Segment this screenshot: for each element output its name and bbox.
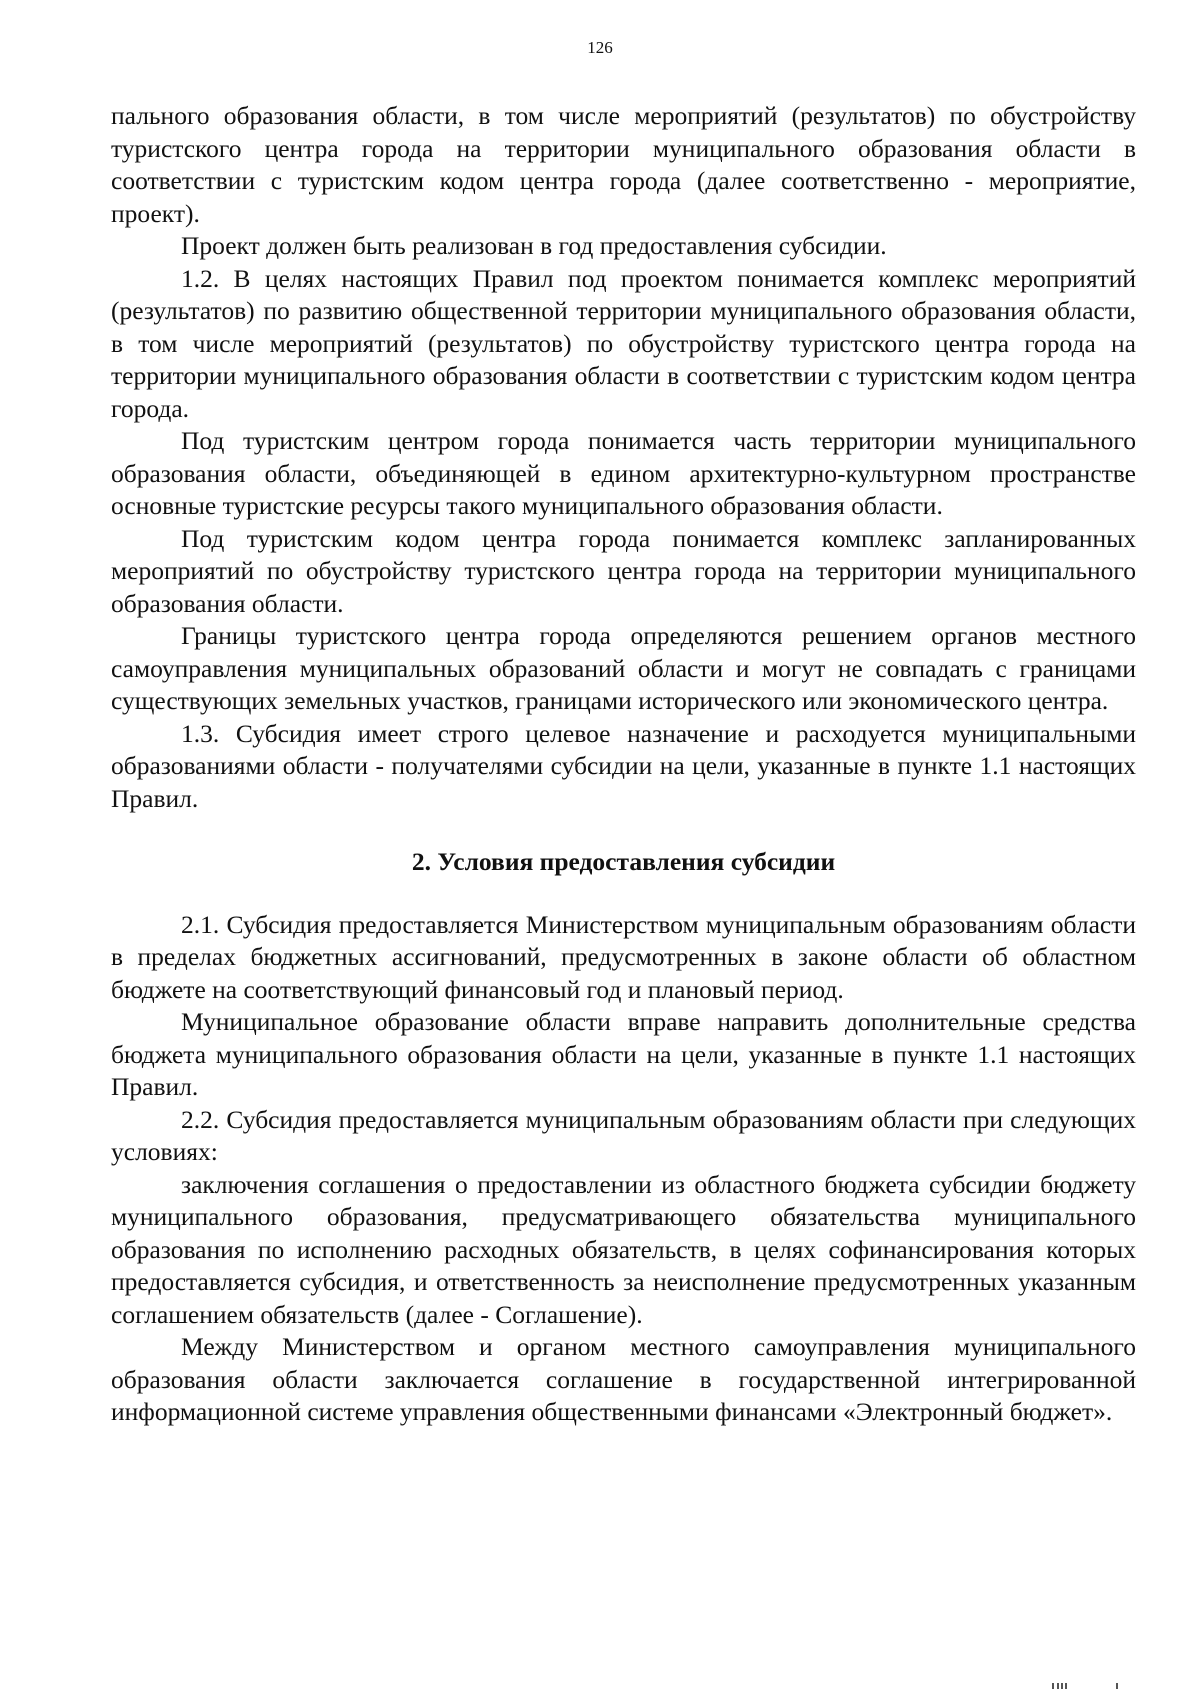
document-body <box>111 100 1136 1429</box>
paragraph: 2.2. Субсидия предоставляется муниципальным образованиям области при следующих условиях: <box>111 1104 1136 1166</box>
page-number: 126 <box>587 38 613 57</box>
paragraph: Муниципальное образование области вправе направить дополнительные средства бюджета муниципального образования области на цели, указанные в пункте 1.1 настоящих Правил. <box>111 1007 1136 1101</box>
scan-artifact <box>1052 1683 1122 1689</box>
paragraph: пального образования области, в том числе мероприятий (результатов) по обустройству туристского центра города на территории муниципального образования области в соответствии с туристским кодом центра города (далее соответственно - мероприятие, проект). <box>111 101 1136 228</box>
paragraph: заключения соглашения о предоставлении из областного бюджета субсидии бюджету муниципального образования, предусматривающего обязательства муниципального образования по исполнению расходных обязательств, в целях софинансирования которых предоставляется субсидия, и ответственность за неисполнение предусмотренных указанным соглашением обязательств (далее - Соглашение). <box>111 1169 1136 1329</box>
paragraph: Проект должен быть реализован в год предоставления субсидии. <box>181 231 887 260</box>
paragraph: 1.3. Субсидия имеет строго целевое назначение и расходуется муниципальными образованиями области - получателями субсидии на цели, указанные в пункте 1.1 настоящих Правил. <box>111 718 1136 813</box>
paragraph: 1.2. В целях настоящих Правил под проектом понимается комплекс мероприятий (результатов) по развитию общественной территории муниципального образования области, в том числе мероприятий (результатов) по обустройству туристского центра города на территории муниципального образования области в соответствии с туристским кодом центра города. <box>111 263 1136 423</box>
paragraph: Под туристским кодом центра города понимается комплекс запланированных мероприятий по обустройству туристского центра города на территории муниципального образования области. <box>111 523 1136 618</box>
paragraph: Границы туристского центра города определяются решением органов местного самоуправления муниципальных образований области и могут не совпадать с границами существующих земельных участков, границами исторического или экономического центра. <box>111 621 1136 715</box>
section-heading: 2. Условия предоставления субсидии <box>411 847 836 876</box>
paragraph: 2.1. Субсидия предоставляется Министерством муниципальным образованиям области в пределах бюджетных ассигнований, предусмотренных в законе области об областном бюджете на соответствующий финансовый год и плановый период. <box>111 909 1136 1004</box>
paragraph: Под туристским центром города понимается часть территории муниципального образования области, объединяющей в едином архитектурно-культурном пространстве основные туристские ресурсы такого муниципального образования области. <box>111 426 1136 520</box>
paragraph: Между Министерством и органом местного самоуправления муниципального образования области заключается соглашение в государственной интегрированной информационной системе управления общественными финансами «Электронный бюджет». <box>111 1332 1136 1426</box>
